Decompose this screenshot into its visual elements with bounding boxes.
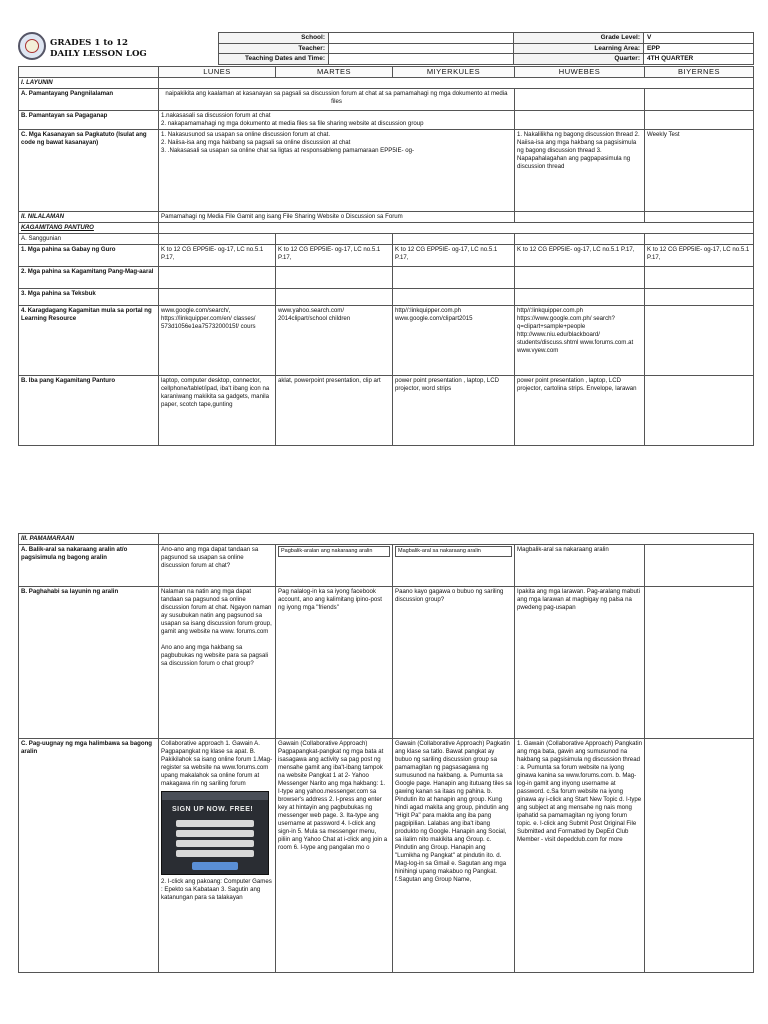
gabay-huwebes: K to 12 CG EPP5IE- og-17, LC no.5.1 P.17, <box>515 245 645 267</box>
signup-screenshot-title: SIGN UP NOW. FREE! <box>172 806 254 813</box>
bottom-lesson-table <box>18 533 754 973</box>
grade-level-label: Grade Level: <box>514 33 644 44</box>
kasanayan-mon-value <box>159 130 515 212</box>
kasanayan-label: C. Mga Kasanayan sa Pagkatuto (Isulat ang code ng bawat kasanayan) <box>19 130 159 212</box>
paghahabi-martes: Pag nalalog-in ka sa iyong facebook account, ano ang kalimitang ipino-post ng iyong mga "friends" <box>276 587 393 739</box>
kasanayan-line-3: 3. .Nakasasali sa usapan sa online chat sa ligtas at responsableng pamamaraan EPP5IE- og- <box>161 147 415 154</box>
balik-aral-label: A. Balik-aral sa nakaraang aralin at/o pagsisimula ng bagong aralin <box>19 545 159 587</box>
kagamitang-panturo-heading: KAGAMITANG PANTURO <box>19 223 159 234</box>
corner-cell <box>19 67 159 78</box>
gabay-martes: K to 12 CG EPP5IE- og-17, LC no.5.1 P.17, <box>276 245 393 267</box>
kasanayan-line-2: 2. Naiisa-isa ang mga hakbang sa pagsali sa online discussion at chat <box>161 139 351 146</box>
gabay-biyernes: K to 12 CG EPP5IE- og-17, LC no.5.1 P.17, <box>645 245 754 267</box>
paghahabi-huwebes: Ipakita ang mga larawan. Pag-aralang mabuti ang mga larawan at magbigay ng palsa na pwedeng pag-usapan <box>515 587 645 739</box>
balik-aral-martes-box: Pagbalik-aralan ang nakaraang aralin <box>278 546 390 557</box>
pagaganap-line-2: 2. nakapamamahagi ng mga dokumento at media files sa file sharing website at discussion group <box>161 120 424 127</box>
section-pamamaraan: III. PAMAMARAAN <box>19 534 159 545</box>
balik-aral-martes <box>276 545 393 587</box>
dates-label: Teaching Dates and Time: <box>219 54 329 65</box>
learning-area-value: EPP <box>644 43 754 54</box>
nilalaman-value: Pamamahagi ng Media File Gamit ang isang File Sharing Website o Discussion sa Forum <box>159 212 515 223</box>
sanggunian-label: A. Sanggunian <box>19 234 159 245</box>
quarter-label: Quarter: <box>514 54 644 65</box>
gabay-miyerkules: K to 12 CG EPP5IE- og-17, LC no.5.1 P.17, <box>393 245 515 267</box>
lr-huwebes: http//:linkquipper.com.ph https://www.google.com.ph/ search?q=clipart+sample+people http://www.niu.edu/blackboard/ students/discuss.shtml www.forums.com.at www.vyew.com <box>515 306 645 376</box>
document-title <box>50 38 147 60</box>
kagamitang-mag-aaral-label: 2. Mga pahina sa Kagamitang Pang-Mag-aaral <box>19 267 159 289</box>
pamantayang-pangnilalaman-value: naipakikita ang kaalaman at kasanayan sa pagsali sa discussion forum at chat at sa pamamahagi ng mga dokumento at media files <box>159 89 515 111</box>
day-martes: MARTES <box>276 67 393 78</box>
lr-miyerkules: http//:linkquipper.com.ph www.google.com/clipart2015 <box>393 306 515 376</box>
title-line-1: GRADES 1 to 12 <box>50 38 128 48</box>
teacher-value <box>329 43 514 54</box>
gabay-guro-label: 1. Mga pahina sa Gabay ng Guro <box>19 245 159 267</box>
iba-miyerkules: power point presentation , laptop, LCD projector, word strips <box>393 376 515 446</box>
pamantayan-pagaganap-label: B. Pamantayan sa Pagaganap <box>19 111 159 130</box>
pamantayan-pagaganap-value <box>159 111 515 130</box>
grade-level-value: V <box>644 33 754 44</box>
balik-aral-lunes: Ano-ano ang mga dapat tandaan sa pagsunod sa usapan sa online discussion forum at chat? <box>159 545 276 587</box>
teacher-label: Teacher: <box>219 43 329 54</box>
balik-aral-huwebes: Magbalik-aral sa nakaraang aralin <box>515 545 645 587</box>
dates-value <box>329 54 514 65</box>
section-nilalaman: II. NILALAMAN <box>19 212 159 223</box>
day-huwebes: HUWEBES <box>515 67 645 78</box>
info-table-right <box>513 32 754 65</box>
pag-uugnay-lunes-top: Collaborative approach 1. Gawain A. Pagpapangkat ng klase sa apat. B. Pakikilahok sa isang online forum 1.Mag-register sa website na www.forums.com upang makalahok sa online forum at makagawa rin ng sariling forum <box>161 740 273 787</box>
learning-area-label: Learning Area: <box>514 43 644 54</box>
paghahabi-lunes-p2: Ano ano ang mga hakbang sa pagbubukas ng website para sa pagsali sa discussion forum o chat group? <box>161 644 269 667</box>
section-layunin: I. LAYUNIN <box>19 78 159 89</box>
paghahabi-lunes-p1: Nalaman na natin ang mga dapat tandaan sa pagsunod sa online discussion forum at chat. Ngayon naman ay susubukan natin ang pagsunod sa usapan sa isang discussion forum group, gamit ang website na www. forums.com <box>161 588 272 635</box>
pag-uugnay-miyerkules: Gawain (Collaborative Approach) Pagkatin ang klase sa tatlo. Bawat pangkat ay bubuo ng sariling discussion group sa pamamagitan ng pagsasagawa ng sumusunod na hakbang. a. Pumunta sa Google page. Hanapin ang itutuang tiles sa gawing kanan sa itaas ng pahina. b. Pindutin ito at hanapin ang group. Kung hindi agad makita ang group, pindutin ang "Higit Pa" para makita ang iba pang pagpipilian. Lalabas ang iba't ibang produkto ng Google. Hanapin ang Social, sa ilalim nito makikita ang Group. c. Pindutin ang Group. Hanapin ang "Lumikha ng Pangkat" at pindutin ito. d. Mag-log-in sa Gmail e. Sagutan ang mga hinihingi upang makabuo ng Pangkat. f.Sagutan ang Group Name, <box>393 739 515 973</box>
pag-uugnay-martes: Gawain (Collaborative Approach) Pagpapangkat-pangkat ng mga bata at isasagawa ang activity sa pag post ng mensahe gamit ang iba't-ibang tampok na website Pangkat 1 at 2- Yahoo Messenger Narito ang mga hakbang: 1. I-type ang yahoo.messenger.com sa browser's address 2. I-press ang enter key at hintayin ang pagbubukas ng messenger web page. 3. Ita-type ang username at password 4. I-click ang sign-in 5. Mula sa messenger menu, piliin ang Yahoo Chat at i-click ang join a room 6. I-type ang pangalan mo o <box>276 739 393 973</box>
school-label: School: <box>219 33 329 44</box>
kasanayan-line-1: 1. Nakasusunod sa usapan sa online discussion forum at chat. <box>161 131 331 138</box>
iba-pang-kagamitan-label: B. Iba pang Kagamitang Panturo <box>19 376 159 446</box>
iba-huwebes: power point presentation , laptop, LCD projector, cartolina strips. Envelope, larawan <box>515 376 645 446</box>
paghahabi-label: B. Paghahabi sa layunin ng aralin <box>19 587 159 739</box>
balik-aral-miyerkules <box>393 545 515 587</box>
signup-screenshot <box>161 791 269 875</box>
pag-uugnay-huwebes: 1. Gawain (Collaborative Approach) Pangkatin ang mga bata, gawin ang sumusunod na hakbang sa pagsisimula ng discussion thread : a. Pumunta sa forum website na iyong ginawa kanina sa www.forums.com. b. Mag-log-in gamit ang inyong username at password. c.Sa forum website na iyong ginawa ay i-click ang Start New Topic d. I-type ang subject at ang mensahe ng nais mong ipahatid sa pamamagitan ng iyong forum topic. e. I-click ang Submit Post Original File Submitted and Formatted by DepEd Club Member - visit depedclub.com for more <box>515 739 645 973</box>
pag-uugnay-lunes <box>159 739 276 973</box>
pamantayang-pangnilalaman-label: A. Pamantayang Pangnilalaman <box>19 89 159 111</box>
pag-uugnay-lunes-bottom: 2. I-click ang pakoang: Computer Games : Epekto sa Kabataan 3. Sagutin ang katanungan para sa talakayan <box>161 878 272 901</box>
day-miyerkules: MIYERKULES <box>393 67 515 78</box>
iba-lunes: laptop, computer desktop, connector, cellphone/tablet/ipad, iba't ibang icon na karaniwang makikita sa gadgets, manila paper, scotch tape,gunting <box>159 376 276 446</box>
gabay-lunes: K to 12 CG EPP5IE- og-17, LC no.5.1 P.17, <box>159 245 276 267</box>
day-biyernes: BIYERNES <box>645 67 754 78</box>
info-table-left <box>218 32 514 65</box>
pag-uugnay-label: C. Pag-uugnay ng mga halimbawa sa bagong aralin <box>19 739 159 973</box>
pagaganap-line-1: 1.nakasasali sa discussion forum at chat <box>161 112 271 119</box>
top-lesson-table <box>18 66 754 446</box>
quarter-value: 4TH QUARTER <box>644 54 754 65</box>
day-lunes: LUNES <box>159 67 276 78</box>
title-line-2: DAILY LESSON LOG <box>50 49 147 59</box>
lr-lunes: www.google.com/search/, https://linkquipper.com/en/ classes/ 573d1056e1ea7573200015f/ cours <box>159 306 276 376</box>
kasanayan-fri-value: Weekly Test <box>645 130 754 212</box>
lr-martes: www.yahoo.search.com/ 2014clipart/school children <box>276 306 393 376</box>
paghahabi-miyerkules: Paano kayo gagawa o bubuo ng sariling discussion group? <box>393 587 515 739</box>
days-header-row <box>19 67 754 78</box>
iba-martes: aklat, powerpoint presentation, clip art <box>276 376 393 446</box>
teksbuk-label: 3. Mga pahina sa Teksbuk <box>19 289 159 306</box>
learning-resource-label: 4. Karagdagang Kagamitan mula sa portal ng Learning Resource <box>19 306 159 376</box>
paghahabi-lunes <box>159 587 276 739</box>
balik-aral-miyerkules-box: Magbalik-aral sa nakaraang aralin <box>395 546 512 557</box>
kasanayan-thu-value: 1. Nakalilikha ng bagong discussion thread 2. Naiisa-isa ang mga hakbang sa pagsisimula ng bagong discussion thread 3. Napapahalagahan ang pagpapasimula ng discussion thread <box>515 130 645 212</box>
school-value <box>329 33 514 44</box>
deped-seal-icon <box>18 32 46 60</box>
